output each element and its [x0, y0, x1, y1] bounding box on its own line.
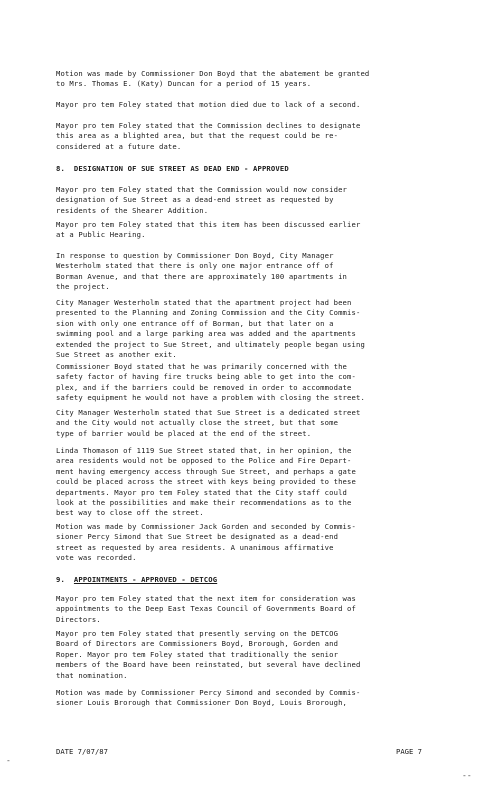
paragraph-next-item: Mayor pro tem Foley stated that the next item for consideration was appointments to the Deep East Texas Council of Governments Board of Directors. — [56, 594, 356, 624]
paragraph-motion-dead-end: Motion was made by Commissioner Jack Gorden and seconded by Commis- sioner Percy Simond that Sue Street be designated as a dead-end street as requested by area residents. A unanimous affirmative vote was recorded. — [56, 522, 356, 563]
paragraph-safety-factor: Commissioner Boyd stated that he was primarily concerned with the safety factor of having fire trucks being able to get into the com- plex, and if the barriers could be removed in order to accommodate safety equipment he would not have a problem with closing the street. — [56, 362, 365, 403]
section-number: 9. — [56, 575, 74, 584]
section-heading-appointments — [56, 575, 456, 585]
paragraph-question-boyd: In response to question by Commissioner Don Boyd, City Manager Westerholm stated that there is only one major entrance off of Borman Avenue, and that there are approximately 100 apartments in the project. — [56, 251, 348, 292]
paragraph-detcog-board: Mayor pro tem Foley stated that presently serving on the DETCOG Board of Directors are Commissioners Boyd, Brorough, Gorden and Roper. Mayor pro tem Foley stated that traditionally the senior members of the Board have been reinstated, but several have declined that nomination. — [56, 629, 361, 680]
section-heading-sue-street: 8. DESIGNATION OF SUE STREET AS DEAD END - APPROVED — [56, 164, 289, 173]
paragraph-motion-died: Mayor pro tem Foley stated that motion died due to lack of a second. — [56, 100, 361, 109]
paragraph-apartment-project: City Manager Westerholm stated that the apartment project had been presented to the Planning and Zoning Commission and the City Commis- sion with only one entrance off of Borman, but that later on a swimming pool and a large parking area was added and the apartments extended the project to Sue Street, and ultimately people began using Sue Street as another exit. — [56, 298, 365, 360]
paragraph-public-hearing: Mayor pro tem Foley stated that this item has been discussed earlier at a Public Hearing. — [56, 220, 361, 240]
paragraph-motion-abatement: Motion was made by Commissioner Don Boyd that the abatement be granted to Mrs. Thomas E. (Katy) Duncan for a period of 15 years. — [56, 69, 370, 89]
margin-mark-left: - — [6, 756, 11, 765]
footer-page-number: PAGE 7 — [396, 747, 422, 756]
footer-date: DATE 7/07/87 — [56, 747, 108, 756]
section-title: APPOINTMENTS - APPROVED - DETCOG — [73, 575, 218, 584]
paragraph-dedicated-street: City Manager Westerholm stated that Sue Street is a dedicated street and the City would not actually close the street, but that some type of barrier would be placed at the end of the street. — [56, 408, 361, 438]
paragraph-blighted-area: Mayor pro tem Foley stated that the Commission declines to designate this area as a blighted area, but that the request could be re- considered at a future date. — [56, 121, 361, 151]
paragraph-thomason: Linda Thomason of 1119 Sue Street stated that, in her opinion, the area residents would not be opposed to the Police and Fire Depart- ment having emergency access through Sue Street, and perhaps a gate could be placed across the street with keys being provided to these departments. Mayor pro tem Foley stated that the City staff could look at the possibilities and make their recommendations as to the best way to close off the street. — [56, 446, 356, 518]
margin-mark-right: -- — [462, 771, 472, 780]
paragraph-motion-simond: Motion was made by Commissioner Percy Simond and seconded by Commis- sioner Louis Brorough that Commissioner Don Boyd, Louis Brorough, — [56, 688, 361, 708]
paragraph-designation: Mayor pro tem Foley stated that the Commission would now consider designation of Sue Street as a dead-end street as requested by residents of the Shearer Addition. — [56, 185, 348, 215]
